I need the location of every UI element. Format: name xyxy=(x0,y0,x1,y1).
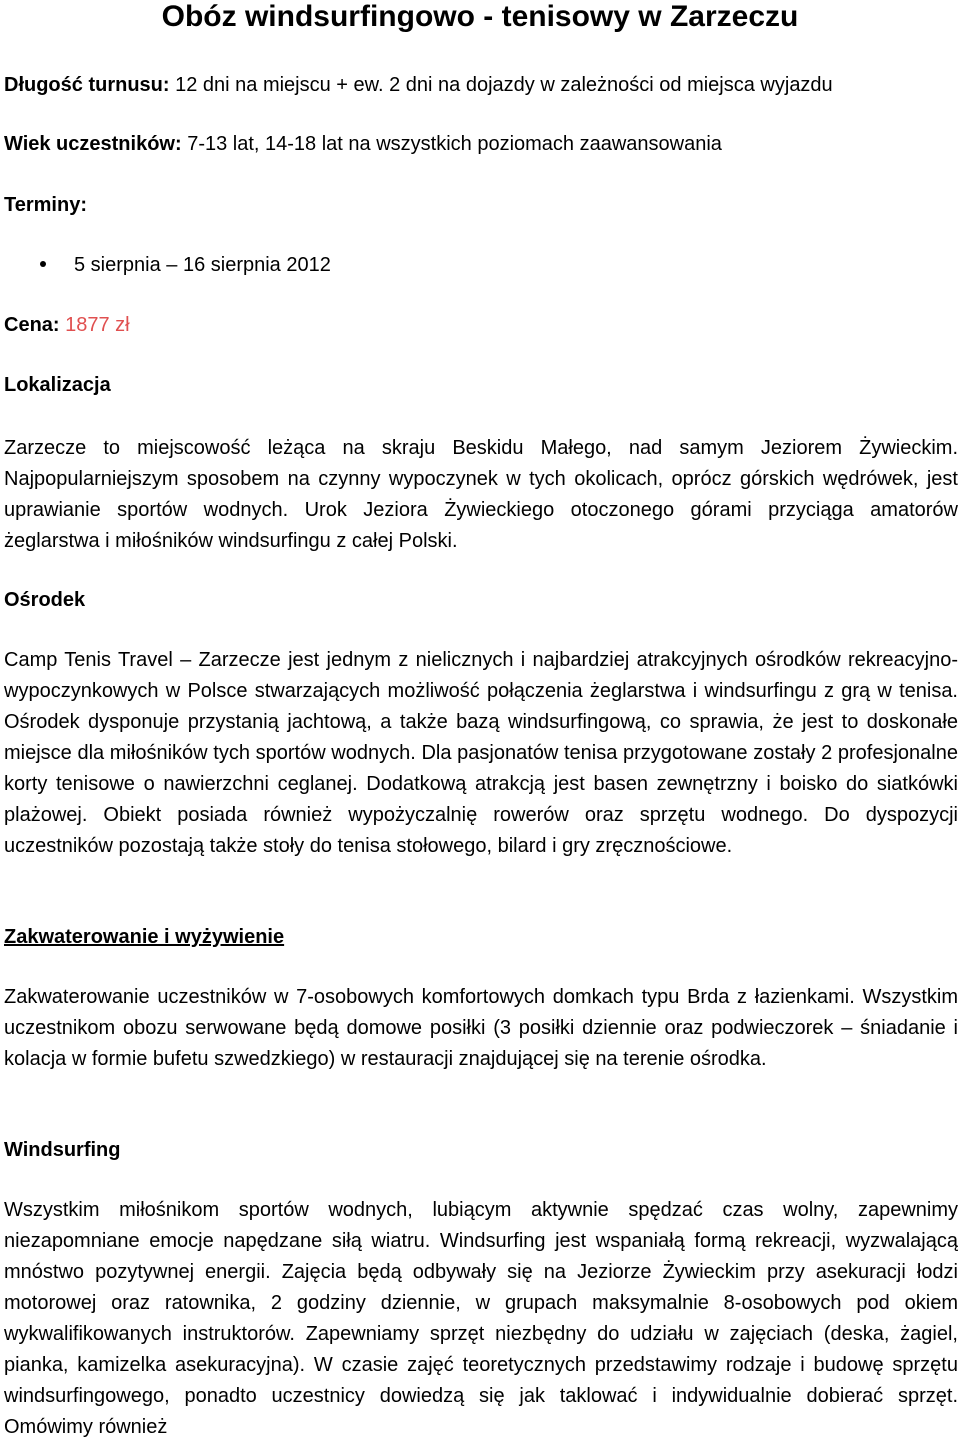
accommodation-paragraph xyxy=(4,982,958,1075)
accommodation-text: Zakwaterowanie uczestników w 7-osobowych komfortowych domkach typu Brda z łazienkami. Wszystkim uczestnikom obozu serwowane będą domowe posiłki (3 posiłki dziennie oraz podwieczorek – śniadanie i kolacja w formie bufetu szwedzkiego) w restauracji znajdującej się na terenie ośrodka. xyxy=(4,986,958,1070)
date-range: 5 sierpnia – 16 sierpnia 2012 xyxy=(74,254,331,276)
center-text: Camp Tenis Travel – Zarzecze jest jednym z nielicznych i najbardziej atrakcyjnych ośrodków rekreacyjno-wypoczynkowych w Polsce stwarzających możliwość połączenia żeglarstwa i windsurfingu z grą w tenisa. Ośrodek dysponuje przystanią jachtową, a także bazą windsurfingową, co sprawia, że jest to doskonałe miejsce dla miłośników tych sportów wodnych. Dla pasjonatów tenisa przygotowane zostały 2 profesjonalne korty tenisowe o nawierzchni ceglanej. Dodatkową atrakcją jest basen zewnętrzny i boisko do siatkówki plażowej. Obiekt posiada również wypożyczalnię rowerów oraz sprzętu wodnego. Do dyspozycji uczestników pozostają także stoły do tenisa stołowego, bilard i gry zręcznościowe. xyxy=(4,649,958,857)
accommodation-heading: Zakwaterowanie i wyżywienie xyxy=(4,926,285,948)
age-line xyxy=(4,132,722,156)
age-value: 7-13 lat, 14-18 lat na wszystkich poziomach zaawansowania xyxy=(181,133,722,155)
dates-label: Terminy: xyxy=(4,194,87,216)
price-label: Cena: xyxy=(4,314,60,336)
duration-value: 12 dni na miejscu + ew. 2 dni na dojazdy w zależności od miejsca wyjazdu xyxy=(169,74,833,96)
price-value: 1877 zł xyxy=(59,314,130,336)
bullet-icon xyxy=(40,261,46,267)
location-text: Zarzecze to miejscowość leżąca na skraju Beskidu Małego, nad samym Jeziorem Żywieckim. Najpopularniejszym sposobem na czynny wypoczynek w tych okolicach, oprócz górskich wędrówek, jest uprawianie sportów wodnych. Urok Jeziora Żywieckiego otoczonego górami przyciąga amatorów żeglarstwa i miłośników windsurfingu z całej Polski. xyxy=(4,437,958,552)
duration-label: Długość turnusu: xyxy=(4,74,170,96)
location-heading: Lokalizacja xyxy=(4,374,111,396)
windsurfing-heading: Windsurfing xyxy=(4,1139,121,1161)
dates-list-item xyxy=(40,253,331,277)
age-label: Wiek uczestników: xyxy=(4,133,182,155)
page-title: Obóz windsurfingowo - tenisowy w Zarzeczu xyxy=(161,0,799,33)
windsurfing-paragraph xyxy=(4,1195,958,1443)
center-paragraph xyxy=(4,645,958,862)
price-line xyxy=(4,313,130,337)
duration-line xyxy=(4,73,833,97)
windsurfing-text: Wszystkim miłośnikom sportów wodnych, lubiącym aktywnie spędzać czas wolny, zapewnimy niezapomniane emocje napędzane siłą wiatru. Windsurfing jest wspaniałą formą rekreacji, wyzwalającą mnóstwo pozytywnej energii. Zajęcia będą odbywały się na Jeziorze Żywieckim przy asekuracji łodzi motorowej oraz ratownika, 2 godziny dziennie, w grupach maksymalnie 8-osobowych pod okiem wykwalifikowanych instruktorów. Zapewniamy sprzęt niezbędny do udziału w zajęciach (deska, żagiel, pianka, kamizelka asekuracyjna). W czasie zajęć teoretycznych przedstawimy rodzaje i budowę sprzętu windsurfingowego, ponadto uczestnicy dowiedzą się jak taklować i indywidualnie dobierać sprzęt. Omówimy również xyxy=(4,1199,958,1438)
location-paragraph xyxy=(4,433,958,557)
center-heading: Ośrodek xyxy=(4,589,86,611)
